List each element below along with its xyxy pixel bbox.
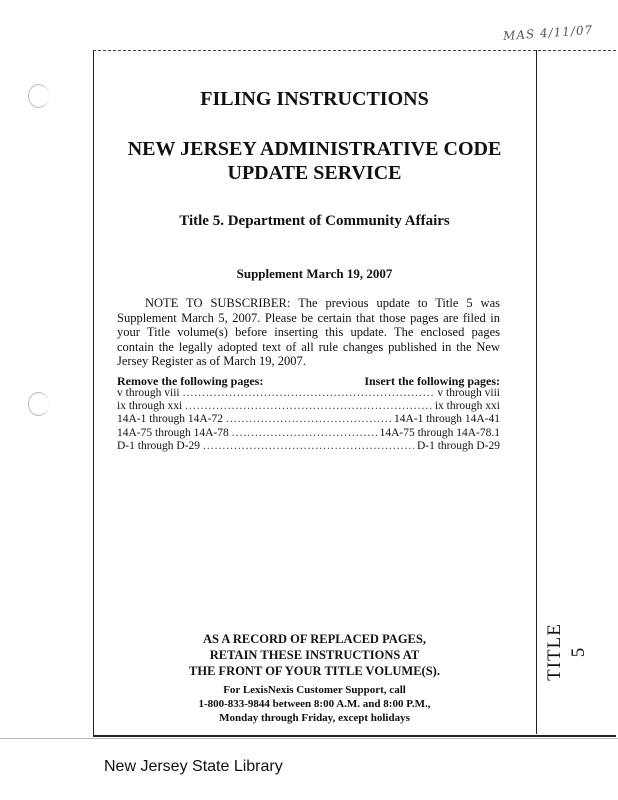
record-line: RETAIN THESE INSTRUCTIONS AT [209, 648, 420, 662]
page-title: FILING INSTRUCTIONS [200, 88, 429, 110]
code-heading-line2: UPDATE SERVICE [227, 162, 402, 184]
handwritten-annotation: MAS 4/11/07 [502, 22, 594, 44]
record-instructions [93, 631, 536, 679]
dot-leader [203, 440, 414, 453]
title-subtitle: Title 5. Department of Community Affairs [179, 213, 450, 229]
punch-hole-mark [28, 84, 49, 108]
table-row [117, 427, 500, 440]
remove-range: D-1 through D-29 [117, 439, 201, 452]
remove-range: v through viii [117, 387, 180, 399]
remove-range: ix through xxi [117, 400, 183, 413]
subscriber-note [117, 296, 500, 369]
insert-range: ix through xxi [434, 400, 500, 413]
remove-pages-header: Remove the following pages: [117, 374, 264, 388]
insert-range: v through viii [437, 387, 500, 399]
table-row [117, 413, 500, 426]
support-line: For LexisNexis Customer Support, call [223, 684, 406, 696]
page-bottom-rule [0, 738, 618, 739]
support-line: 1-800-833-9844 between 8:00 A.M. and 8:00 P.M., [198, 698, 431, 710]
support-line: Monday through Friday, except holidays [219, 712, 410, 724]
remove-range: 14A-75 through 14A-78 [117, 426, 229, 439]
title-tab-label: TITLE 5 [544, 623, 589, 681]
insert-range: 14A-75 through 14A-78.1 [379, 426, 500, 439]
supplement-date: Supplement March 19, 2007 [236, 266, 393, 281]
note-text: NOTE TO SUBSCRIBER: The previous update to Title 5 was Supplement March 5, 2007. Please be certain that those pages are filed in your Title volume(s) before inserting this update. The enclosed pages contain the legally adopted text of all rule changes published in the New Jersey Register as of March 19, 2007. [117, 296, 500, 368]
dot-leader [232, 427, 377, 440]
dot-leader [183, 387, 435, 400]
pages-table [117, 387, 500, 453]
code-heading-line1: NEW JERSEY ADMINISTRATIVE CODE [127, 138, 502, 160]
insert-range: 14A-1 through 14A-41 [393, 413, 500, 426]
record-line: THE FRONT OF YOUR TITLE VOLUME(S). [189, 664, 440, 678]
table-row [117, 387, 500, 400]
table-row [117, 440, 500, 453]
customer-support-info [93, 683, 536, 725]
insert-pages-header: Insert the following pages: [364, 374, 500, 388]
record-line: AS A RECORD OF REPLACED PAGES, [203, 632, 426, 646]
dot-leader [185, 400, 432, 413]
library-stamp: New Jersey State Library [104, 758, 283, 775]
insert-range: D-1 through D-29 [416, 439, 500, 452]
dot-leader [226, 413, 391, 426]
punch-hole-mark [28, 392, 49, 416]
tab-divider [536, 50, 537, 734]
table-row [117, 400, 500, 413]
remove-range: 14A-1 through 14A-72 [117, 413, 224, 426]
